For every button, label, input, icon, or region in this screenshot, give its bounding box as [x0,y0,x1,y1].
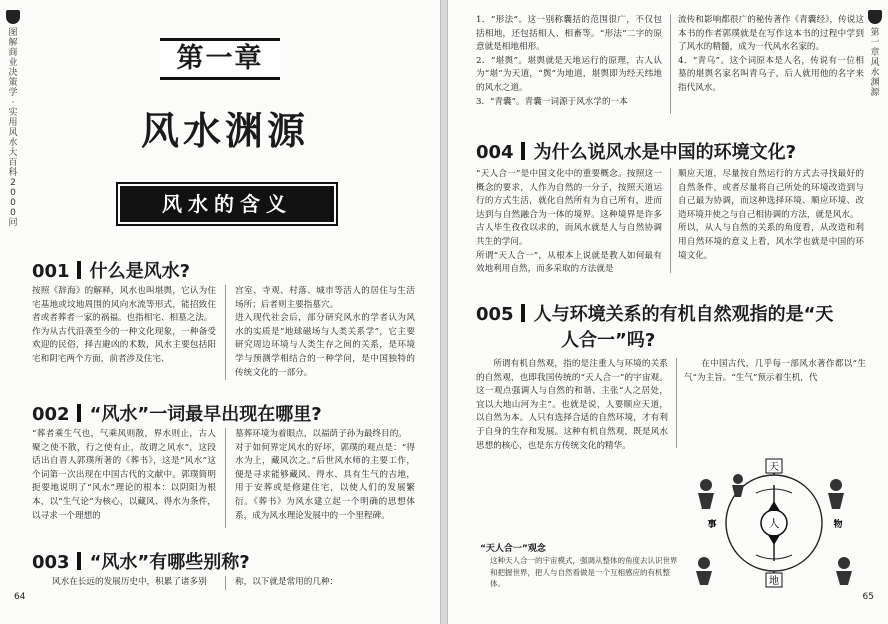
right-page [447,0,888,624]
q001-col1: 按照《辞海》的解释，风水也叫堪舆，它认为住宅基地或坟地周围的风向水流等形式，能招致住者或者葬者一家的祸福。也指相宅、相墓之法。 作为从古代沿袭至今的一种文化现象，一种备受欢迎的民俗，择吉避凶的术数，风水主要包括阳宅和阴宅两个方面，前者涉及住宅、 [32,286,216,364]
left-side-tab [4,10,22,228]
left-side-tab-text: 图解商业决策学·实用风水大百科2000问 [8,28,18,228]
q003-col1: 风水在长远的发展历史中，积累了诸多别 [52,577,207,587]
question-number: 004 [476,142,514,163]
question-004-heading [476,138,796,164]
heaven-triangle-icon [768,501,780,511]
right-side-tab-text: 第一章 风水渊源 [870,28,880,98]
label-heaven: 天 [769,462,779,473]
section-banner: 风水的含义 [120,186,334,222]
question-005-heading-line2 [561,326,655,352]
chapter-title: 风水渊源 [140,108,309,153]
question-title: “风水”一词最早出现在哪里? [89,404,322,425]
heading-bar [521,142,525,160]
heading-bar [77,552,81,570]
q004-col1: “天人合一”是中国文化中的重要概念。按照这一概念的要求，人作为自然的一分子，按照天道运行的方式生活，就化自然所有为自己所有，进而达到与自然融合为一体的境界。这种境界是许多古人毕生孜孜以求的，而风水就是人与自然协调共生的学问。 所谓“天人合一”，从根本上说就是教人如何最有效地利用自然，而多采取的方法就是 [476,169,662,275]
label-person: 人 [768,517,780,530]
label-earth: 地 [769,576,779,587]
chapter-label: 第一章 [160,38,280,80]
q001-col2: 宫室、寺观、村落、城市等活人的居住与生活场所；后者则主要指墓穴。 进入现代社会后，部分研究风水的学者认为风水的实质是“地球磁场与人类关系学”，它主要研究周边环境与人类生存之间的关系，是环境学与预测学相结合的一种学问，是中国独特的传统文化的一部分。 [235,286,415,378]
q005-col2: 在中国古代，几乎每一部风水著作都以“生气”为主旨。“生气”预示着生机，代 [684,359,866,383]
heading-bar [77,404,81,422]
question-003-heading [32,548,250,574]
question-002-heading [32,400,322,426]
question-title: 什么是风水? [89,261,191,282]
q003-col2: 称，以下就是常用的几种： [235,577,339,587]
pagoda-icon [868,10,882,24]
column-divider [670,168,671,273]
alias-list-col2: 流传和影响都很广的秘传著作《青囊经》，传说这本书的作者郭璞就是在写作这本书的过程中学到了风水的精髓，成为一代风水名家的。 4．“青乌”。这个词原本是人名，传说有一位相墓的堪舆名家名叫青乌子，后人就用他的名字来指代风水。 [678,15,864,93]
column-divider [225,285,226,380]
caption-text: 这种天人合一的宇宙模式，强调从整体的角度去认识世界和把握世界，把人与自然看做是一个互相感应的有机整体。 [490,556,678,588]
label-affairs: 事 [707,520,717,530]
column-divider [670,14,671,114]
column-divider [225,428,226,528]
earth-triangle-icon [768,535,780,545]
right-side-tab [866,10,884,98]
heaven-earth-man-diagram [676,455,872,605]
column-divider [225,576,226,590]
q002-col1: “葬者乘生气也，气乘风则散，界水则止，古人聚之使不散，行之使有止，故谓之风水”，这段话出自晋人郭璞所著的《葬书》，这是“风水”这个词第一次出现在中国古代的文献中。郭璞简明扼要地说明了“风水”理论的根本：以阴阳为根本，以“生气论”为核心，以藏风、得水为条件，以寻求一个理想的 [32,429,216,521]
caption-title: “天人合一”观念 [480,544,546,554]
question-title: “风水”有哪些别称? [89,552,250,573]
heading-bar [77,261,81,279]
heading-bar [521,304,525,322]
left-page [0,0,441,624]
pagoda-icon [6,10,20,24]
question-title-line2: 人合一”吗? [561,330,656,351]
question-number: 003 [32,552,70,573]
question-001-heading [32,257,190,283]
question-number: 001 [32,261,70,282]
page-number-left: 64 [14,592,26,602]
page-number-right: 65 [862,592,874,602]
q004-col2: 顺应天道，尽量按自然运行的方式去寻找最好的自然条件，或者尽量将自己所处的环境改造到与自己最为协调，而这种选择环境、顺应环境、改造环境并使之与自己相协调的方法，就是风水。 所以，从人与自然的关系的角度看，从改造和利用自然环境的意义上看，风水学也就是中国的环境文化。 [678,169,864,261]
question-005-heading [476,300,833,326]
q005-col1: 所谓有机自然观，指的是注重人与环境的关系的自然观，也即我国传统的“天人合一”的宇宙观。这一观点强调人与自然的和谐、主张“人之居处，宜以大地山河为主”。也就是说，人要顺应天道，以自然为本。人只有选择合适的自然环境，才有利于自身的生存和发展。这种有机自然观，既是风水思想的核心，也是东方传统文化的精华。 [476,359,668,451]
q002-col2: 墓葬环境为着眼点，以福荫子孙为最终目的。 对于如何界定风水的好坏，郭璞的观点是：“得水为上，藏风次之。”后世风水师的主要工作，便是寻求能够藏风、得水、具有生气的吉地，用于安葬或是修建住宅，以使人们的发展繁衍。《葬书》为风水建立起一个明确的思想体系，成为风水理论发展中的一个里程碑。 [235,429,415,521]
column-divider [676,358,677,448]
question-title-line1: 人与环境关系的有机自然观指的是“天 [533,304,834,325]
alias-list-col1: 1．“形法”。这一别称囊括的范围很广，不仅包括相地，还包括相人、相畜等。“形法”二字的原意就是相地相形。 2．“堪舆”。堪舆就是天地运行的原理，古人认为“堪”为天道，“舆”为地道，堪舆即为经天纬地的风水之道。 3．“青囊”。青囊一词源于风水学的一本 [476,15,662,107]
label-things: 物 [833,520,843,530]
question-number: 002 [32,404,70,425]
question-number: 005 [476,304,514,325]
question-title: 为什么说风水是中国的环境文化? [533,142,797,163]
